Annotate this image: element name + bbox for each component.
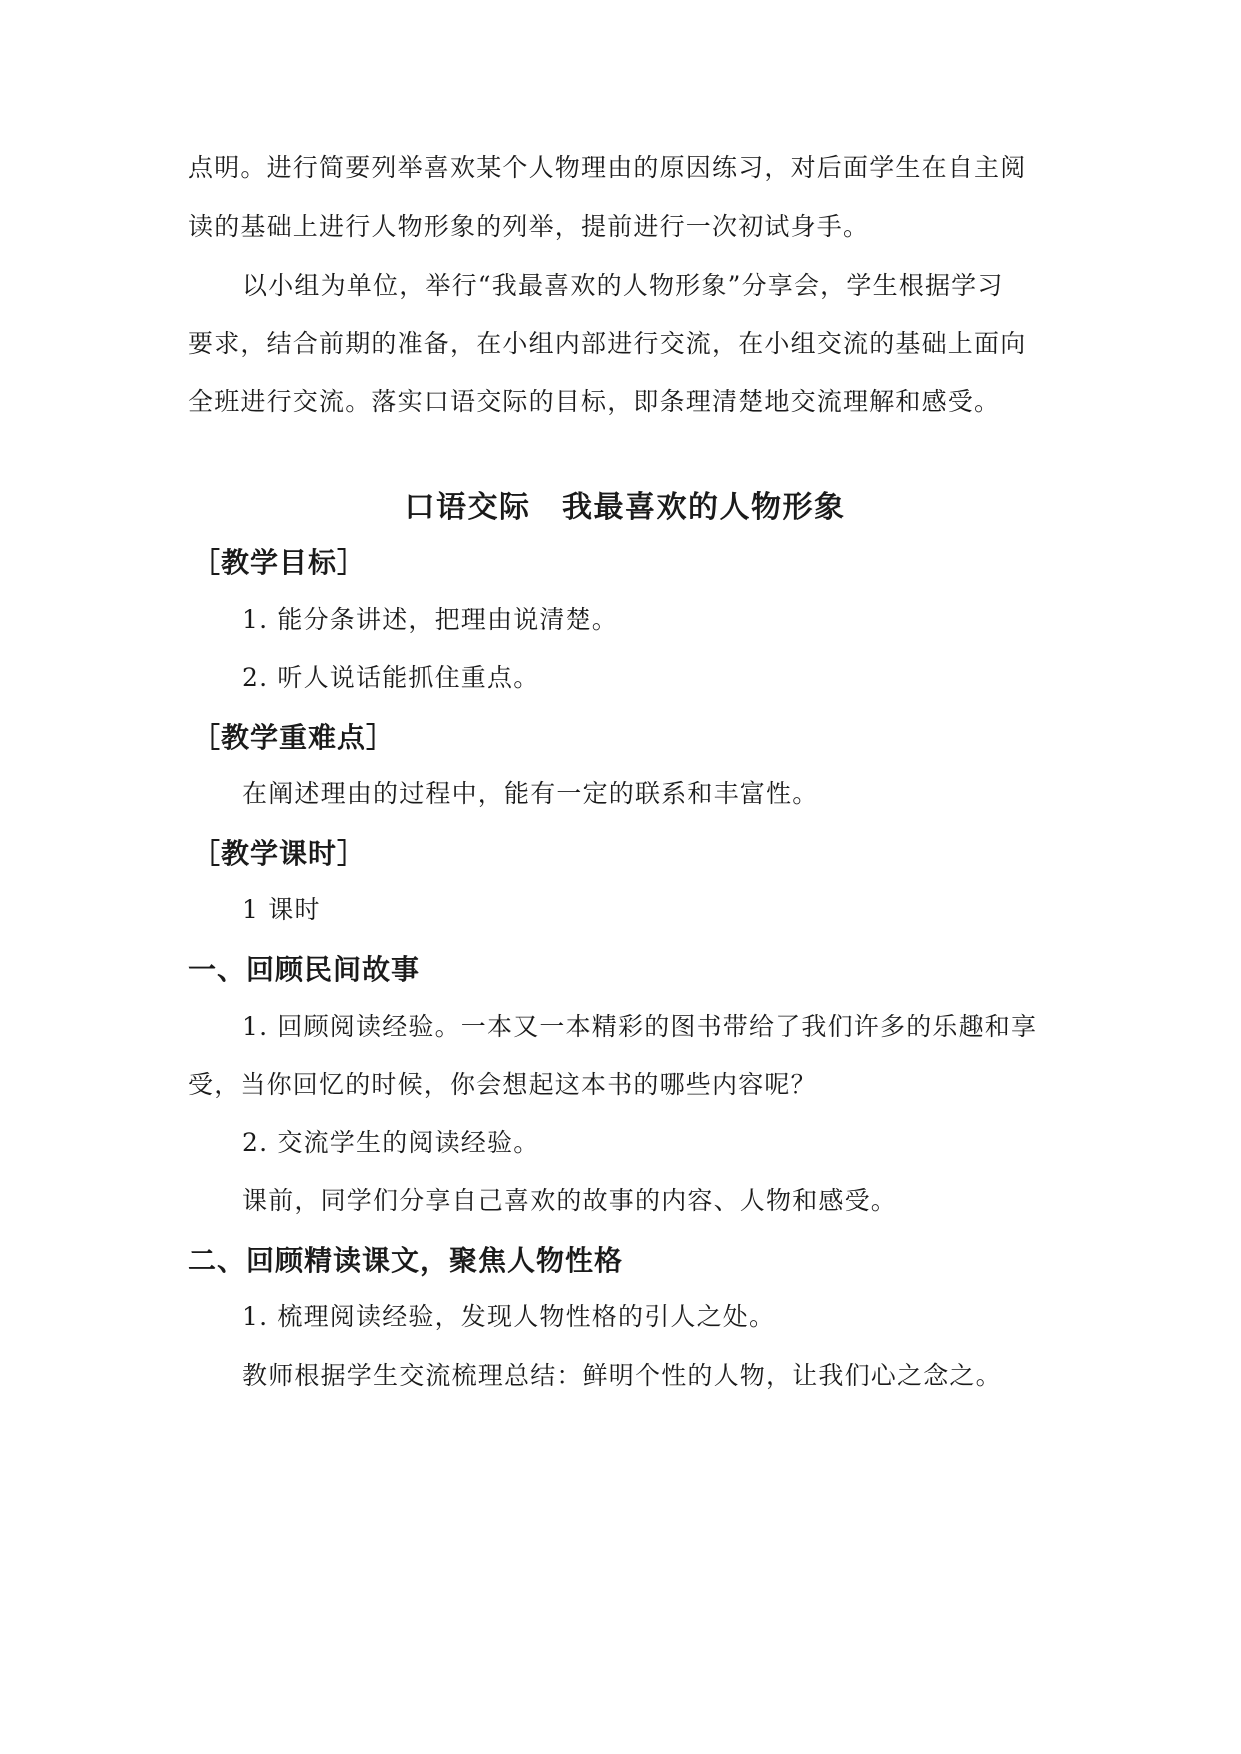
periods-heading: ［教学课时］ xyxy=(192,837,367,870)
objectives-heading: ［教学目标］ xyxy=(192,546,367,579)
intro-paragraph-line: 点明。进行简要列举喜欢某个人物理由的原因练习，对后面学生在自主阅 xyxy=(188,153,1027,182)
section1-heading: 一、回顾民间故事 xyxy=(188,953,421,986)
intro-paragraph-line: 要求，结合前期的准备，在小组内部进行交流，在小组交流的基础上面向 xyxy=(188,329,1027,358)
section1-text: 课前，同学们分享自己喜欢的故事的内容、人物和感受。 xyxy=(242,1186,898,1215)
section2-item: 1. 梳理阅读经验，发现人物性格的引人之处。 xyxy=(242,1302,776,1331)
periods-text: 1 课时 xyxy=(242,895,321,924)
section2-heading: 二、回顾精读课文，聚焦人物性格 xyxy=(188,1244,624,1277)
intro-paragraph-line: 全班进行交流。落实口语交际的目标，即条理清楚地交流理解和感受。 xyxy=(188,387,1001,416)
section1-item: 1. 回顾阅读经验。一本又一本精彩的图书带给了我们许多的乐趣和享 xyxy=(242,1012,1038,1041)
intro-paragraph-line: 以小组为单位，举行“我最喜欢的人物形象”分享会，学生根据学习 xyxy=(242,271,1004,300)
difficulties-heading: ［教学重难点］ xyxy=(192,721,396,754)
lesson-title: 口语交际 我最喜欢的人物形象 xyxy=(404,490,846,525)
section1-item-continuation: 受，当你回忆的时候，你会想起这本书的哪些内容呢？ xyxy=(188,1070,817,1099)
difficulties-text: 在阐述理由的过程中，能有一定的联系和丰富性。 xyxy=(242,779,819,808)
objective-item: 2. 听人说话能抓住重点。 xyxy=(242,663,540,692)
objective-item: 1. 能分条讲述，把理由说清楚。 xyxy=(242,605,619,634)
section2-text: 教师根据学生交流梳理总结：鲜明个性的人物，让我们心之念之。 xyxy=(242,1361,1002,1390)
intro-paragraph-line: 读的基础上进行人物形象的列举，提前进行一次初试身手。 xyxy=(188,212,870,241)
section1-item: 2. 交流学生的阅读经验。 xyxy=(242,1128,540,1157)
